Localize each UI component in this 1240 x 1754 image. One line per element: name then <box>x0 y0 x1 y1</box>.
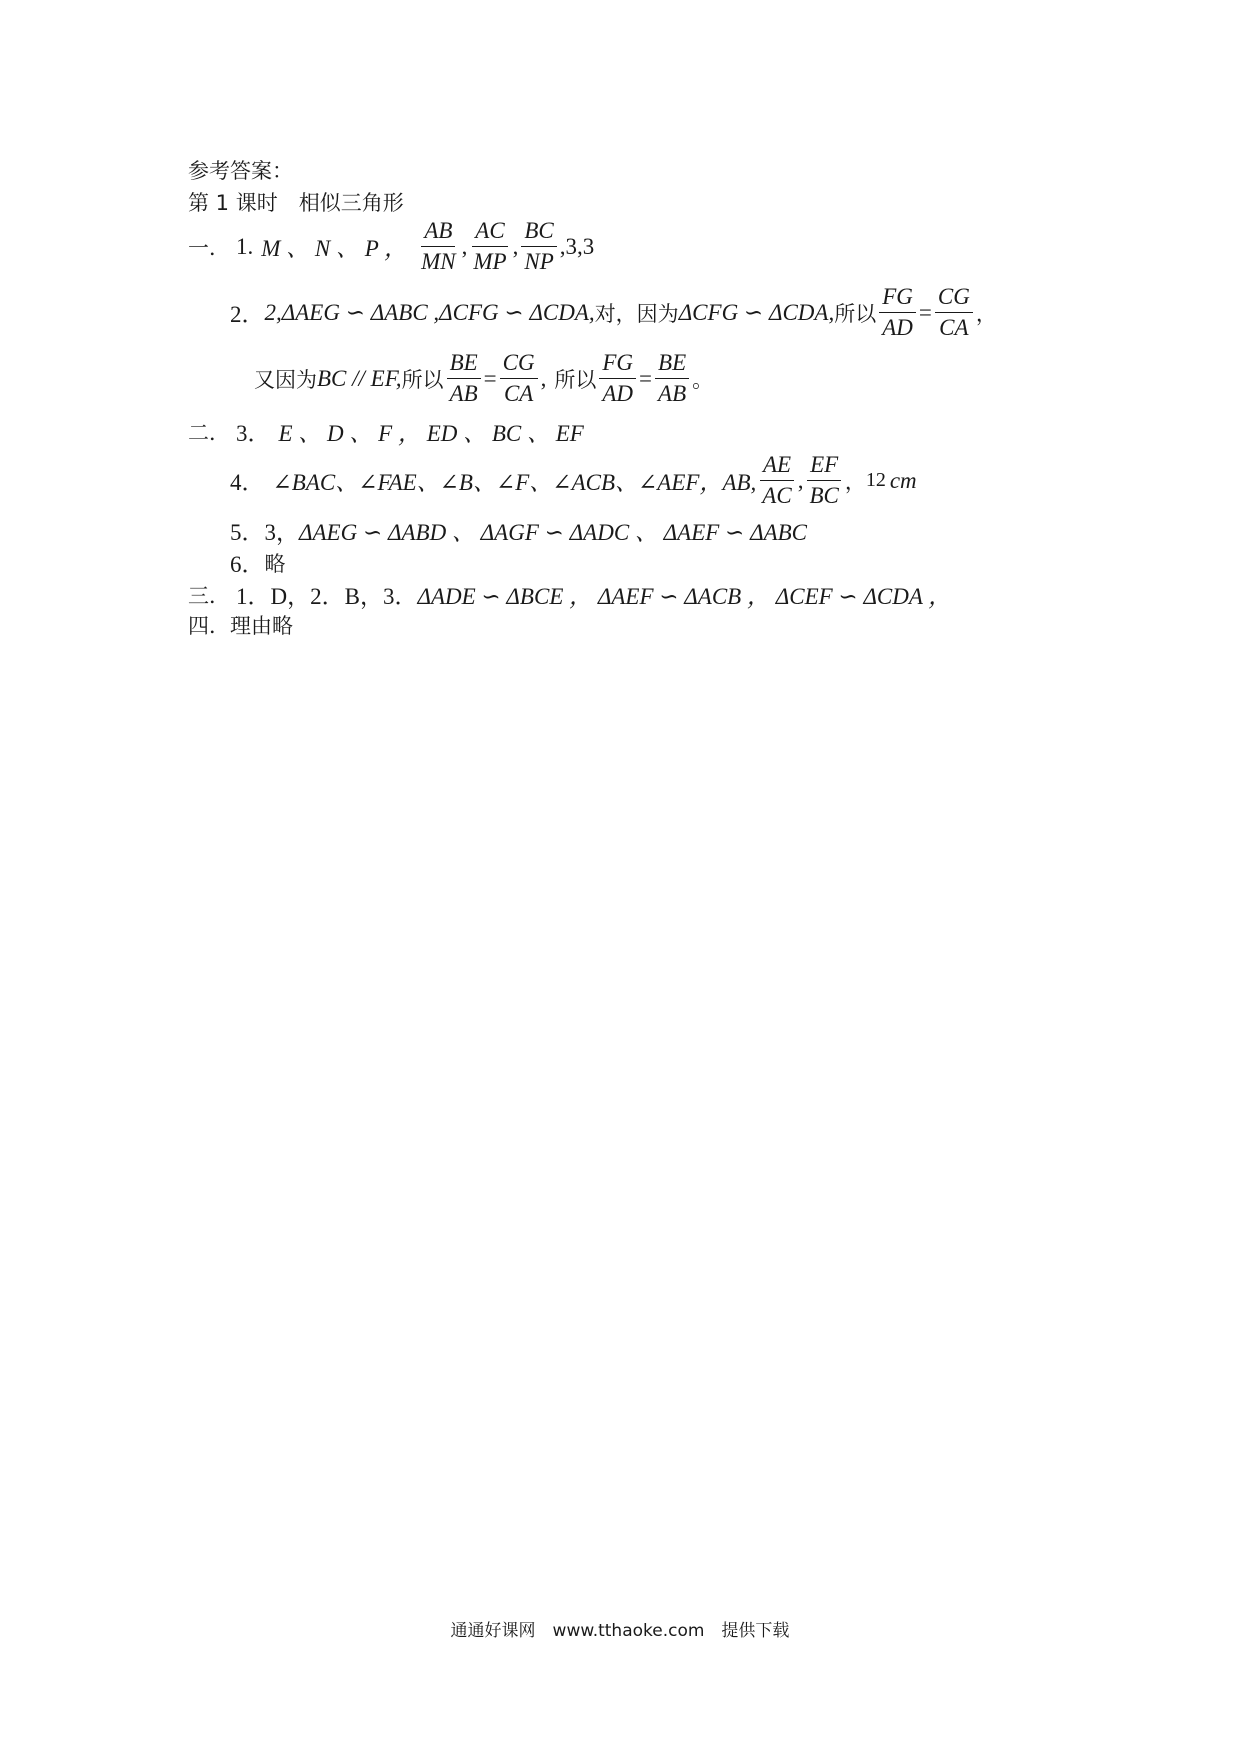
fraction-numerator: AE <box>760 452 794 481</box>
also-because-text: 又因为 <box>254 367 317 392</box>
fraction <box>759 452 794 510</box>
therefore-text: 所以 <box>554 367 597 392</box>
parallel-lines: BC // EF, <box>317 365 402 391</box>
fraction-numerator: CG <box>500 350 538 379</box>
equals-sign: = <box>918 299 932 325</box>
question-number: 5．3， <box>230 520 299 545</box>
section-1-marker: 一． <box>188 235 230 260</box>
fraction <box>418 218 459 276</box>
similar-triangles: ΔADE ∽ ΔBCE ， ΔAEF ∽ ΔACB ， ΔCEF ∽ ΔCDA ， <box>417 584 952 609</box>
fraction <box>935 284 973 342</box>
section-1-question-2-continued <box>254 350 713 408</box>
separator: , <box>461 233 468 259</box>
fraction-numerator: AB <box>421 218 455 247</box>
separator: , <box>797 467 804 493</box>
fraction-numerator: BE <box>447 350 481 379</box>
fraction-denominator: NP <box>524 249 554 275</box>
section-1-question-1 <box>188 218 594 276</box>
comma: ， <box>975 301 997 326</box>
fraction <box>470 218 509 276</box>
section-2-marker: 二． <box>188 420 230 445</box>
section-2-question-3 <box>188 415 584 448</box>
comma: ， <box>844 469 866 494</box>
fraction-denominator: AB <box>449 381 478 407</box>
fraction <box>655 350 689 408</box>
section-1-question-2 <box>230 284 997 342</box>
section-3-marker: 三． <box>188 583 230 608</box>
section-4 <box>188 610 293 640</box>
fraction-numerator: BC <box>521 218 556 247</box>
fraction-numerator: BE <box>655 350 689 379</box>
similar-triangles: ΔAEG ∽ ΔABD 、 ΔAGF ∽ ΔADC 、 ΔAEF ∽ ΔABC <box>299 520 808 545</box>
section-4-marker: 四． <box>188 614 230 638</box>
angles-list: ∠BAC、∠FAE、∠B、∠F、∠ACB、∠AEF，AB, <box>272 470 757 496</box>
lesson-heading <box>188 187 404 217</box>
therefore-text: 所以 <box>834 301 877 326</box>
fraction-denominator: AC <box>762 483 792 509</box>
section-3 <box>188 578 951 611</box>
therefore-text: 所以 <box>401 367 444 392</box>
question-number: 1. <box>236 233 254 259</box>
fraction-denominator: AD <box>882 315 913 341</box>
equals-sign: = <box>639 365 653 391</box>
points-list: M 、 N 、 P ， <box>261 236 408 262</box>
fraction-numerator: CG <box>935 284 973 313</box>
answer-text: 理由略 <box>230 614 293 638</box>
question-number: 2． <box>230 302 265 328</box>
answer-text: 略 <box>264 551 286 576</box>
similar-triangles: 2,ΔAEG ∽ ΔABC ,ΔCFG ∽ ΔCDA, <box>264 299 595 325</box>
answer-text: E 、 D 、 F ， ED 、 BC 、 EF <box>278 421 584 446</box>
choice-answers: 1．D，2．B，3． <box>236 584 418 609</box>
length-unit: cm <box>889 467 917 493</box>
fraction <box>599 350 636 408</box>
question-number: 6． <box>230 552 265 577</box>
fraction-denominator: CA <box>939 315 969 341</box>
question-number: 4． <box>230 470 265 496</box>
fraction-numerator: EF <box>807 452 841 481</box>
fraction-denominator: MP <box>473 249 507 275</box>
fraction-numerator: FG <box>599 350 636 379</box>
comma: , <box>540 365 547 391</box>
answer-title-text: 参考答案： <box>188 159 293 183</box>
fraction-denominator: CA <box>503 381 534 407</box>
answer-title <box>188 155 293 185</box>
answer-values: ,3,3 <box>559 233 595 259</box>
page-footer: 通通好课网 www.tthaoke.com 提供下载 <box>450 1621 790 1641</box>
separator: , <box>512 233 519 259</box>
equals-sign: = <box>483 365 497 391</box>
fraction <box>879 284 916 342</box>
fraction-denominator: MN <box>421 249 456 275</box>
fraction <box>500 350 538 408</box>
period: 。 <box>692 367 714 392</box>
fraction-numerator: FG <box>879 284 916 313</box>
fraction-denominator: BC <box>809 483 839 509</box>
fraction-numerator: AC <box>472 218 507 247</box>
reason-text: 对，因为 <box>594 301 679 326</box>
fraction-denominator: AB <box>658 381 687 407</box>
fraction-denominator: AD <box>602 381 634 407</box>
section-2-question-6 <box>230 546 286 579</box>
fraction <box>447 350 481 408</box>
fraction <box>521 218 556 276</box>
question-number: 3． <box>236 421 271 446</box>
fraction <box>806 452 841 510</box>
similar-triangles: ΔCFG ∽ ΔCDA, <box>678 299 835 325</box>
length-value: 12 <box>865 469 886 492</box>
section-2-question-5 <box>230 514 807 547</box>
section-2-question-4 <box>230 452 917 510</box>
lesson-heading-text: 第 1 课时 相似三角形 <box>188 191 404 215</box>
